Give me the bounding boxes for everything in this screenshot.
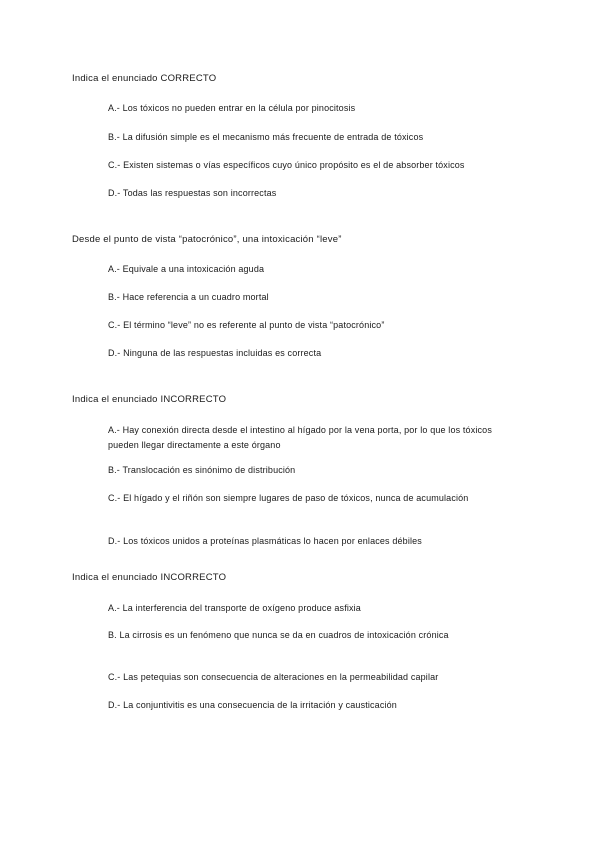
question-1-option-a: A.- Los tóxicos no pueden entrar en la célula por pinocitosis [108, 103, 356, 113]
question-4 [72, 572, 532, 710]
question-2 [72, 234, 532, 358]
question-2-option-c: C.- El término “leve” no es referente al punto de vista “patocrónico” [108, 320, 385, 330]
question-1-option-b: B.- La difusión simple es el mecanismo más frecuente de entrada de tóxicos [108, 132, 424, 142]
question-3-option-c: C.- El hígado y el riñón son siempre lugares de paso de tóxicos, nunca de acumulación [108, 493, 469, 503]
question-4-option-c: C.- Las petequias son consecuencia de alteraciones en la permeabilidad capilar [108, 672, 439, 682]
question-3-option-d: D.- Los tóxicos unidos a proteínas plasmáticas lo hacen por enlaces débiles [108, 536, 422, 546]
question-2-option-d: D.- Ninguna de las respuestas incluidas es correcta [108, 348, 322, 358]
question-1-option-d: D.- Todas las respuestas son incorrectas [108, 188, 277, 198]
question-4-prompt: Indica el enunciado INCORRECTO [72, 572, 227, 583]
question-3 [72, 394, 532, 546]
question-1-option-c: C.- Existen sistemas o vías específicos cuyo único propósito es el de absorber tóxicos [108, 160, 465, 170]
question-4-option-a: A.- La interferencia del transporte de oxígeno produce asfixia [108, 603, 361, 613]
question-2-option-b: B.- Hace referencia a un cuadro mortal [108, 292, 269, 302]
question-3-prompt: Indica el enunciado INCORRECTO [72, 394, 227, 405]
question-1 [72, 73, 532, 198]
question-4-option-b: B. La cirrosis es un fenómeno que nunca se da en cuadros de intoxicación crónica [108, 630, 449, 640]
question-2-option-a: A.- Equivale a una intoxicación aguda [108, 264, 265, 274]
question-3-option-b: B.- Translocación es sinónimo de distribución [108, 465, 296, 475]
question-4-option-d: D.- La conjuntivitis es una consecuencia de la irritación y causticación [108, 700, 397, 710]
question-2-prompt: Desde el punto de vista “patocrónico”, una intoxicación “leve” [72, 234, 342, 245]
question-3-option-a: A.- Hay conexión directa desde el intestino al hígado por la vena porta, por lo que los tóxicos pueden llegar directamente a este órgano [108, 425, 492, 450]
question-1-prompt: Indica el enunciado CORRECTO [72, 73, 217, 84]
